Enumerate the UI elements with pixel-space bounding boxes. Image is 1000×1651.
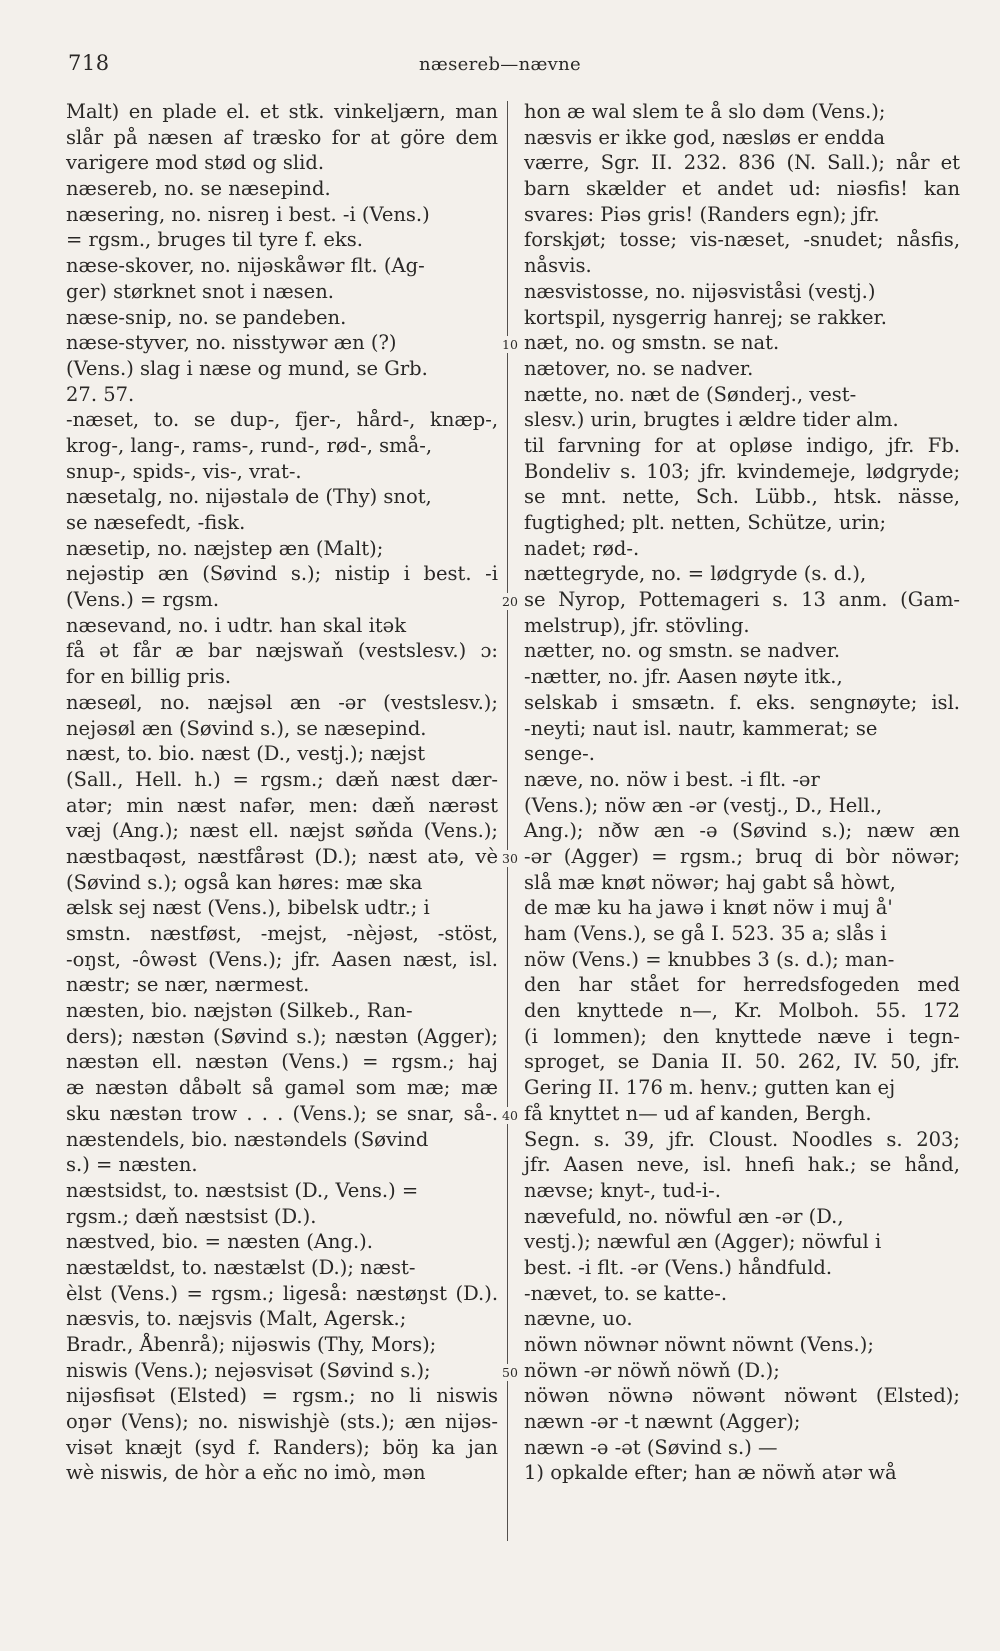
- text-line: næsevand, no. i udtr. han skal itək: [66, 613, 407, 637]
- line-number: 20: [502, 594, 518, 610]
- column-divider: [507, 101, 508, 1541]
- text-line: æ næstən dåbəlt så gaməl som mæ; mæ: [66, 1076, 498, 1100]
- text-line: wè niswis, de hòr a eňc no imò, mən: [66, 1461, 426, 1485]
- text-line: næstendels, bio. næstəndels (Søvind: [66, 1127, 429, 1151]
- text-line: for en billig pris.: [66, 665, 232, 689]
- text-line: til farvning for at opløse indigo, jfr. Fb.: [524, 433, 961, 457]
- text-line: næse-styver, no. nisstywər æn (?): [66, 331, 397, 355]
- text-line: næsvis, to. næjsvis (Malt, Agersk.;: [66, 1307, 407, 1331]
- running-head: næsereb—nævne: [418, 54, 581, 75]
- text-line: se Nyrop, Pottemageri s. 13 anm. (Gam-: [524, 588, 961, 612]
- text-line: svares: Piəs gris! (Randers egn); jfr.: [524, 202, 880, 226]
- text-line: næstr; se nær, nærmest.: [66, 973, 310, 997]
- text-line: s.) = næsten.: [66, 1153, 198, 1177]
- text-line: næwn -ər -t næwnt (Agger);: [524, 1410, 801, 1434]
- text-line: hon æ wal slem te å slo dəm (Vens.);: [524, 100, 886, 123]
- text-line: næsetalg, no. nijəstalə de (Thy) snot,: [66, 485, 432, 509]
- text-line: nættegryde, no. = lødgryde (s. d.),: [524, 562, 867, 586]
- text-line: få knyttet n— ud af kanden, Bergh.: [524, 1101, 872, 1125]
- text-line: -næset, to. se dup-, fjer-, hård-, knæp-,: [66, 408, 499, 432]
- text-line: rgsm.; dæň næstsist (D.).: [66, 1204, 317, 1228]
- text-line: -ər (Agger) = rgsm.; bruq di bòr nöwər;: [524, 844, 961, 868]
- text-line: den har stået for herredsfogeden med: [524, 973, 961, 997]
- text-line: niswis (Vens.); nejəsvisət (Søvind s.);: [66, 1358, 431, 1382]
- text-line: nadet; rød-.: [524, 536, 640, 560]
- text-line: nöw (Vens.) = knubbes 3 (s. d.); man-: [524, 947, 895, 971]
- text-line: smstn. næstføst, -mejst, -nèjəst, -stöst,: [66, 922, 499, 945]
- text-line: nævefuld, no. nöwful æn -ər (D.,: [524, 1204, 844, 1228]
- text-line: Malt) en plade el. et stk. vinkeljærn, man: [66, 100, 498, 123]
- text-line: slesv.) urin, brugtes i ældre tider alm.: [524, 408, 899, 432]
- text-line: næwn -ə -ət (Søvind s.) —: [524, 1435, 778, 1459]
- text-line: snup-, spids-, vis-, vrat-.: [66, 459, 302, 483]
- text-line: sproget, se Dania II. 50. 262, IV. 50, jfr.: [524, 1050, 960, 1074]
- text-line: nejəstip æn (Søvind s.); nistip i best. -i: [66, 562, 498, 586]
- text-line: senge-.: [524, 742, 595, 766]
- text-line: værre, Sgr. II. 232. 836 (N. Sall.); når et: [524, 151, 960, 175]
- text-line: (Sall., Hell. h.) = rgsm.; dæň næst dær-: [66, 767, 499, 791]
- text-line: næstbaqəst, næstfårəst (D.); næst atə, vè: [66, 844, 498, 868]
- text-line: næstsidst, to. næstsist (D., Vens.) =: [66, 1178, 419, 1202]
- right-column: [524, 99, 960, 1486]
- text-line: næse-skover, no. nijəskåwər flt. (Ag-: [66, 254, 425, 278]
- text-line: næstən ell. næstən (Vens.) = rgsm.; haj: [66, 1050, 498, 1074]
- text-line: næve, no. nöw i best. -i flt. -ər: [524, 767, 820, 791]
- text-line: se mnt. nette, Sch. Lübb., htsk. nässe,: [524, 485, 960, 509]
- line-number: 40: [502, 1108, 518, 1124]
- text-line: (Søvind s.); også kan høres: mæ ska: [66, 870, 423, 894]
- text-line: (Vens.) = rgsm.: [66, 588, 220, 612]
- text-line: -nævet, to. se katte-.: [524, 1281, 728, 1305]
- text-line: nejəsøl æn (Søvind s.), se næsepind.: [66, 716, 427, 740]
- text-line: nöwn -ər nöwň nöwň (D.);: [524, 1358, 780, 1382]
- text-line: Segn. s. 39, jfr. Cloust. Noodles s. 203;: [524, 1127, 960, 1151]
- text-line: 27. 57.: [66, 382, 135, 406]
- text-line: de mæ ku ha jawə i knøt nöw i muj å': [524, 896, 893, 920]
- text-line: (i lommen); den knyttede næve i tegn-: [524, 1024, 961, 1048]
- text-line: -nætter, no. jfr. Aasen nøyte itk.,: [524, 665, 843, 689]
- text-line: nåsvis.: [524, 254, 592, 278]
- line-number: 10: [502, 337, 518, 353]
- text-line: nætover, no. se nadver.: [524, 356, 754, 380]
- text-line: næsten, bio. næjstən (Silkeb., Ran-: [66, 999, 413, 1023]
- page-header: [0, 51, 1000, 81]
- page-number: 718: [68, 51, 110, 75]
- text-line: kortspil, nysgerrig hanrej; se rakker.: [524, 305, 887, 329]
- text-line: -oŋst, -ôwəst (Vens.); jfr. Aasen næst, isl.: [66, 947, 498, 971]
- text-line: Bradr., Åbenrå); nijəswis (Thy, Mors);: [66, 1333, 437, 1356]
- text-line: visət knæjt (syd f. Randers); böŋ ka jan: [66, 1435, 498, 1459]
- text-line: ælsk sej næst (Vens.), bibelsk udtr.; i: [66, 896, 430, 920]
- text-line: nætte, no. næt de (Sønderj., vest-: [524, 382, 857, 406]
- text-line: nætter, no. og smstn. se nadver.: [524, 639, 841, 663]
- text-line: (Vens.) slag i næse og mund, se Grb.: [66, 356, 428, 380]
- text-line: krog-, lang-, rams-, rund-, rød-, små-,: [66, 433, 433, 457]
- text-line: (Vens.); nöw æn -ər (vestj., D., Hell.,: [524, 793, 883, 817]
- text-line: best. -i flt. -ər (Vens.) håndfuld.: [524, 1255, 833, 1279]
- text-line: fugtighed; plt. netten, Schütze, urin;: [524, 511, 887, 534]
- text-line: næt, no. og smstn. se nat.: [524, 331, 780, 355]
- text-line: næsvistosse, no. nijəsviståsi (vestj.): [524, 279, 876, 303]
- text-line: Gering II. 176 m. henv.; gutten kan ej: [524, 1076, 896, 1100]
- text-line: se næsefedt, -fisk.: [66, 511, 246, 534]
- text-line: næseøl, no. næjsəl æn -ər (vestslesv.);: [66, 690, 498, 714]
- text-line: sku næstən trow . . . (Vens.); se snar, så-.: [66, 1101, 499, 1125]
- text-line: èlst (Vens.) = rgsm.; ligeså: næstøŋst (D.).: [66, 1281, 499, 1305]
- text-line: nævse; knyt-, tud-i-.: [524, 1178, 721, 1202]
- text-line: Ang.); nðw æn -ə (Søvind s.); næw æn: [524, 819, 960, 843]
- text-line: slår på næsen af træsko for at göre dem: [66, 125, 498, 149]
- text-line: væj (Ang.); næst ell. næjst søňda (Vens.);: [66, 819, 499, 843]
- line-number: 30: [502, 851, 518, 867]
- text-line: nöwən nöwnə nöwənt nöwənt (Elsted);: [524, 1384, 960, 1408]
- text-line: selskab i smsætn. f. eks. sengnøyte; isl.: [524, 690, 961, 714]
- text-line: næsereb, no. se næsepind.: [66, 177, 331, 201]
- text-line: varigere mod stød og slid.: [66, 151, 325, 175]
- text-line: nöwn nöwnər nöwnt nöwnt (Vens.);: [524, 1333, 874, 1356]
- text-line: vestj.); næwful æn (Agger); nöwful i: [524, 1230, 882, 1254]
- text-line: Bondeliv s. 103; jfr. kvindemeje, lødgryde;: [524, 459, 961, 483]
- text-line: næst, to. bio. næst (D., vestj.); næjst: [66, 742, 426, 766]
- text-line: barn skælder et andet ud: niəsfis! kan: [524, 177, 960, 201]
- text-line: oŋər (Vens); no. niswishjè (sts.); æn nijəs-: [66, 1410, 499, 1434]
- text-line: næsering, no. nisreŋ i best. -i (Vens.): [66, 202, 430, 226]
- text-line: atər; min næst nafər, men: dæň nærəst: [66, 793, 498, 817]
- text-line: ger) størknet snot i næsen.: [66, 279, 334, 303]
- text-line: den knyttede n—, Kr. Molboh. 55. 172: [524, 999, 960, 1023]
- text-line: melstrup), jfr. stövling.: [524, 613, 750, 637]
- text-line: jfr. Aasen neve, isl. hnefi hak.; se hånd,: [524, 1153, 960, 1177]
- text-line: næsvis er ikke god, næsløs er endda: [524, 125, 885, 149]
- line-number: 50: [502, 1365, 518, 1381]
- text-line: = rgsm., bruges til tyre f. eks.: [66, 228, 363, 252]
- text-line: nijəsfisət (Elsted) = rgsm.; no li niswis: [66, 1384, 498, 1408]
- text-line: næstved, bio. = næsten (Ang.).: [66, 1230, 373, 1254]
- left-column: [66, 99, 498, 1486]
- text-line: nævne, uo.: [524, 1307, 633, 1331]
- text-line: næstældst, to. næstælst (D.); næst-: [66, 1255, 416, 1279]
- text-line: forskjøt; tosse; vis-næset, -snudet; nåsfis,: [524, 228, 961, 252]
- text-line: -neyti; naut isl. nautr, kammerat; se: [524, 716, 878, 740]
- text-line: ders); næstən (Søvind s.); næstən (Agger);: [66, 1024, 499, 1048]
- text-line: ham (Vens.), se gå I. 523. 35 a; slås i: [524, 922, 887, 945]
- text-line: slå mæ knøt nöwər; haj gabt så hòwt,: [524, 870, 896, 894]
- text-line: få ət får æ bar næjswaň (vestslesv.) ɔ:: [66, 639, 498, 663]
- text-line: næsetip, no. næjstep æn (Malt);: [66, 536, 384, 560]
- text-line: næse-snip, no. se pandeben.: [66, 305, 347, 329]
- text-line: 1) opkalde efter; han æ nöwň atər wå: [524, 1461, 897, 1485]
